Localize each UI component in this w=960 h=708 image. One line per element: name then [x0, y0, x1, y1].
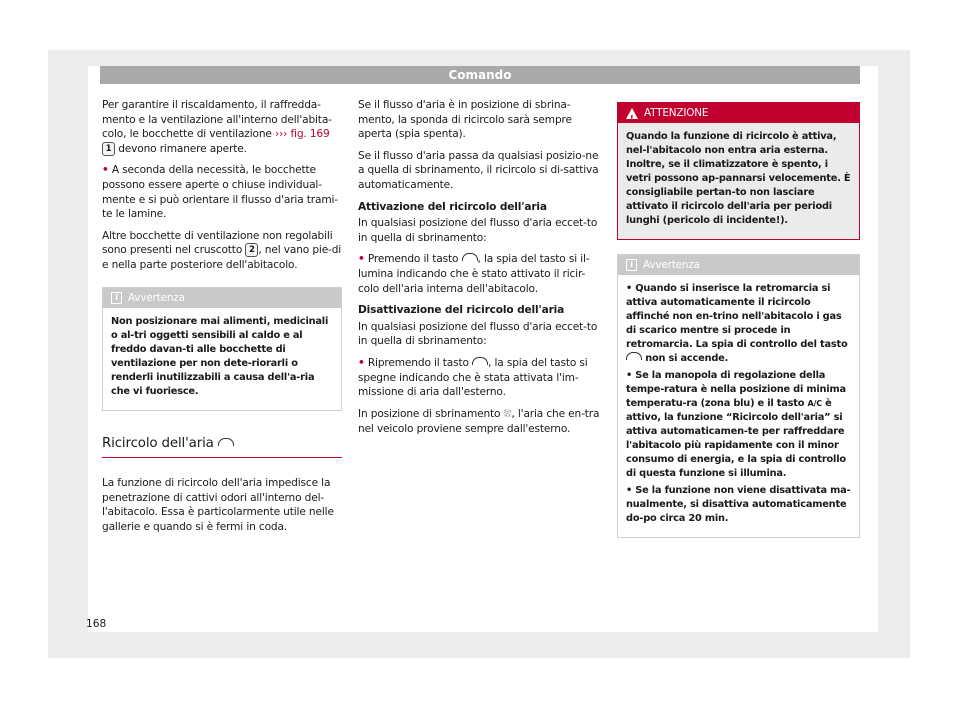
- defrost-icon: ⛆: [503, 408, 512, 420]
- subheading-deactivation: Disattivazione del ricircolo dell'aria: [358, 304, 565, 317]
- bullet-icon: •: [358, 253, 365, 266]
- note-box: [102, 287, 342, 411]
- bullet-icon: •: [102, 164, 109, 177]
- section-title: Ricircolo dell'aria: [102, 437, 342, 459]
- recirculation-icon: [626, 352, 642, 360]
- warning-header: ! ATTENZIONE: [618, 103, 859, 123]
- note-bullet: • Se la funzione non viene disattivata ma-nualmente, si disattiva automaticamente do-po circa 20 min.: [626, 485, 851, 524]
- bullet-item: • Premendo il tasto , la spia del tasto si il-lumina indicando che è stato attivato il ricir-colo dell'aria interna dell'abitacolo.: [358, 253, 590, 295]
- note-body: [618, 275, 859, 537]
- note-bullet: • Se la manopola di regolazione della tempe-ratura è nella posizione di minima temperatu-ra (zona blu) e il tasto A/C è attivo, la funzione “Ricircolo dell'aria” si attiva automaticamen-te per raffreddare l'abitacolo più rapidamente con il minor consumo di energia, e la spia di controllo di questa funzione si illumina.: [626, 370, 846, 479]
- paragraph: Se il flusso d'aria è in posizione di sbrina-mento, la sponda di ricircolo sarà sempre aperta (spia spenta).: [358, 99, 572, 141]
- bullet-item: • A seconda della necessità, le bocchette possono essere aperte o chiuse individual-mente e si può orientare il flusso d'aria trami-te le lamine.: [102, 164, 338, 221]
- column-3: [617, 102, 860, 538]
- note-box: [617, 254, 860, 538]
- info-icon: i: [111, 292, 122, 304]
- page-number: 168: [86, 618, 107, 630]
- ac-button-label: A/C: [807, 399, 822, 408]
- paragraph: In posizione di sbrinamento ⛆, l'aria che en-tra nel veicolo proviene sempre dall'esterno.: [358, 407, 600, 436]
- note-bullet: • Quando si inserisce la retromarcia si attiva automaticamente il ricircolo affinché non en-trino nell'abitacolo i gas di scarico mentre si procede in retromarcia. La spia di controllo del tasto non si accende.: [626, 283, 848, 364]
- info-icon: i: [626, 259, 637, 271]
- paragraph: Se il flusso d'aria passa da qualsiasi posizio-ne a quella di sbrinamento, il ricircolo si di-sattiva automaticamente.: [358, 149, 599, 191]
- note-header: i Avvertenza: [103, 288, 341, 308]
- recirculation-icon: [462, 253, 478, 261]
- ref-number-2: 2: [245, 243, 258, 257]
- warning-icon: [626, 108, 638, 119]
- bullet-icon: •: [358, 356, 365, 369]
- section-header: Comando: [100, 66, 860, 84]
- bullet-item: • Ripremendo il tasto , la spia del tasto si spegne indicando che è stata attivata l'im-missione di aria dall'esterno.: [358, 356, 588, 399]
- intro-paragraph: Per garantire il riscaldamento, il raffredda-mento e la ventilazione all'interno dell'abita-colo, le bocchette di ventilazione ››› fig. 169 1 devono rimanere aperte.: [102, 99, 332, 155]
- warning-body: Quando la funzione di ricircolo è attiva, nel-l'abitacolo non entra aria esterna. Inoltre, se il climatizzatore è spento, i vetri possono ap-pannarsi velocemente. È consigliabile pertan-to non lasciare attivato il ricircolo dell'aria per periodi lunghi (pericolo di incidente!).: [618, 123, 859, 239]
- column-2: [358, 98, 600, 444]
- warning-box: [617, 102, 860, 240]
- subheading-activation: Attivazione del ricircolo dell'aria: [358, 200, 547, 213]
- figure-link[interactable]: ››› fig. 169: [274, 128, 330, 141]
- paragraph: In qualsiasi posizione del flusso d'aria eccet-to in quella di sbrinamento:: [358, 217, 598, 244]
- paragraph: In qualsiasi posizione del flusso d'aria eccet-to in quella di sbrinamento:: [358, 320, 598, 348]
- recirculation-icon: [472, 357, 488, 365]
- note-header: i Avvertenza: [618, 255, 859, 275]
- note-body: Non posizionare mai alimenti, medicinali o al-tri oggetti sensibili al caldo e al freddo davan-ti alle bocchette di ventilazione per non dete-riorarli o renderli inutilizzabili a causa dell'a-ria che vi fuoriesce.: [111, 315, 329, 397]
- paragraph: Altre bocchette di ventilazione non regolabili sono presenti nel cruscotto 2 , nel vano pie-di e nella parte posteriore dell'abitacolo.: [102, 229, 342, 271]
- ref-number-1: 1: [102, 142, 115, 156]
- column-1: [102, 98, 342, 542]
- section-body: La funzione di ricircolo dell'aria impedisce la penetrazione di cattivi odori all'interno del-l'abitacolo. Essa è particolarmente utile nelle gallerie e quando si è fermi in coda.: [102, 477, 334, 533]
- recirculation-icon: [218, 438, 234, 446]
